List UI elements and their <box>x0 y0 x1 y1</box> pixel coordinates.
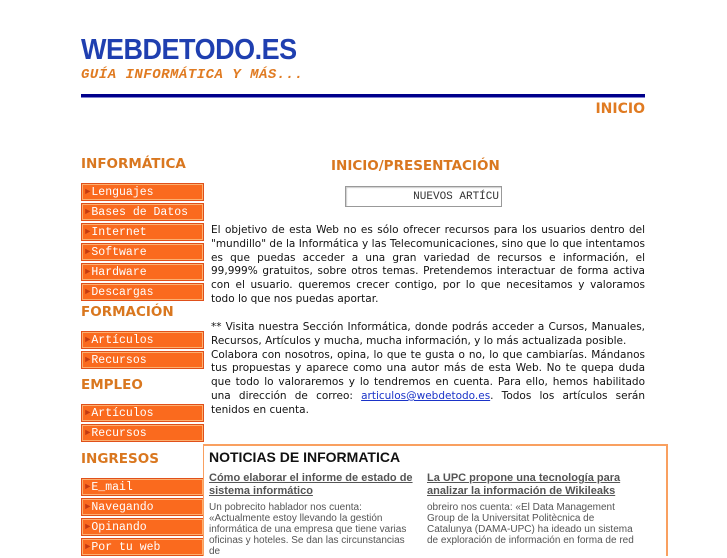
arrow-right-icon: ► <box>85 227 91 237</box>
sidebar-section-title-empleo: EMPLEO <box>81 377 143 393</box>
sidebar-item-opinando[interactable]: ► Opinando <box>81 518 204 536</box>
sidebar-section-title-ingresos: INGRESOS <box>81 451 159 467</box>
sidebar-item-navegando[interactable]: ► Navegando <box>81 498 204 516</box>
nav-link-inicio[interactable]: INICIO <box>595 101 645 117</box>
news-ticker[interactable]: NUEVOS ARTÍCU <box>345 186 502 207</box>
news-item <box>209 472 414 557</box>
tagline: GUÍA INFORMÁTICA Y MÁS... <box>81 67 304 83</box>
arrow-right-icon: ► <box>85 482 91 492</box>
sidebar-item-hardware[interactable]: ► Hardware <box>81 263 204 281</box>
sidebar-section-title-formacion: FORMACIÓN <box>81 304 174 320</box>
collaborate-text: Colabora con nosotros, opina, lo que te gusta o no, lo que cambiarías. Mándanos tus propuestas y aparece como una autor más de esta Web. No te quepa duda que todo lo valoraremos y lo tendremos en cuenta. Para ello, hemos habilitado una dirección de correo: articulos@webdetodo.es. Todos los artículos serán tenidos en cuenta. <box>211 348 645 416</box>
news-headline-link[interactable]: La UPC propone una tecnología para analizar la información de Wikileaks <box>427 472 621 497</box>
sidebar-menu-formacion <box>81 331 204 371</box>
news-item <box>427 472 635 546</box>
news-summary: obreiro nos cuenta: «El Data Management Group de la Universitat Politècnica de Catalunya (DAMA-UPC) ha ideado un sistema de exploración de información en forma de red <box>427 502 634 546</box>
arrow-right-icon: ► <box>85 207 91 217</box>
arrow-right-icon: ► <box>85 428 91 438</box>
news-summary: Un pobrecito hablador nos cuenta: «Actualmente estoy llevando la gestión informática de una empresa que tiene varias oficinas y hoteles. Se dan las circunstancias de <box>209 502 407 557</box>
sidebar-menu-informatica <box>81 183 204 303</box>
sidebar-item-lenguajes[interactable]: ► Lenguajes <box>81 183 204 201</box>
arrow-right-icon: ► <box>85 355 91 365</box>
header-divider <box>81 94 645 97</box>
sidebar-item-formacion-articulos[interactable]: ► Artículos <box>81 331 204 349</box>
visit-section-text: ** Visita nuestra Sección Informática, donde podrás acceder a Cursos, Manuales, Recursos, Artículos y mucha, mucha información, y lo más actualizada posible. <box>211 321 645 347</box>
arrow-right-icon: ► <box>85 542 91 552</box>
sidebar-item-formacion-recursos[interactable]: ► Recursos <box>81 351 204 369</box>
arrow-right-icon: ► <box>85 408 91 418</box>
sidebar-menu-ingresos <box>81 478 204 558</box>
news-title: NOTICIAS DE INFORMATICA <box>209 449 401 465</box>
sidebar-item-descargas[interactable]: ► Descargas <box>81 283 204 301</box>
sidebar-item-email[interactable]: ► E_mail <box>81 478 204 496</box>
sidebar-item-empleo-articulos[interactable]: ► Artículos <box>81 404 204 422</box>
logo[interactable]: WEBDETODO.ES <box>81 34 297 66</box>
sidebar-menu-empleo <box>81 404 204 444</box>
page-title: INICIO/PRESENTACIÓN <box>331 158 500 174</box>
sidebar-item-software[interactable]: ► Software <box>81 243 204 261</box>
collaborate-paragraph <box>211 321 645 418</box>
sidebar-item-por-tu-web[interactable]: ► Por tu web <box>81 538 204 556</box>
arrow-right-icon: ► <box>85 187 91 197</box>
sidebar-item-bases-de-datos[interactable]: ► Bases de Datos <box>81 203 204 221</box>
arrow-right-icon: ► <box>85 247 91 257</box>
arrow-right-icon: ► <box>85 502 91 512</box>
arrow-right-icon: ► <box>85 335 91 345</box>
arrow-right-icon: ► <box>85 522 91 532</box>
arrow-right-icon: ► <box>85 287 91 297</box>
sidebar-section-title-informatica: INFORMÁTICA <box>81 156 186 172</box>
email-link[interactable]: articulos@webdetodo.es <box>361 389 491 402</box>
arrow-right-icon: ► <box>85 267 91 277</box>
intro-paragraph: El objetivo de esta Web no es sólo ofrecer recursos para los usuarios dentro del "mundillo" de la Informática y las Telecomunicaciones, sino que lo que intentamos es que puedas acceder a una gran variedad de recursos e información, el 99,999% gratuitos, sobre otros temas. Pretendemos interactuar de forma activa con el usuario. queremos crecer contigo, por lo que necesitamos y valoramos todo lo que nos puedas aportar. <box>211 224 645 305</box>
sidebar-item-empleo-recursos[interactable]: ► Recursos <box>81 424 204 442</box>
news-headline-link[interactable]: Cómo elaborar el informe de estado de sistema informático <box>209 472 413 497</box>
sidebar-item-internet[interactable]: ► Internet <box>81 223 204 241</box>
